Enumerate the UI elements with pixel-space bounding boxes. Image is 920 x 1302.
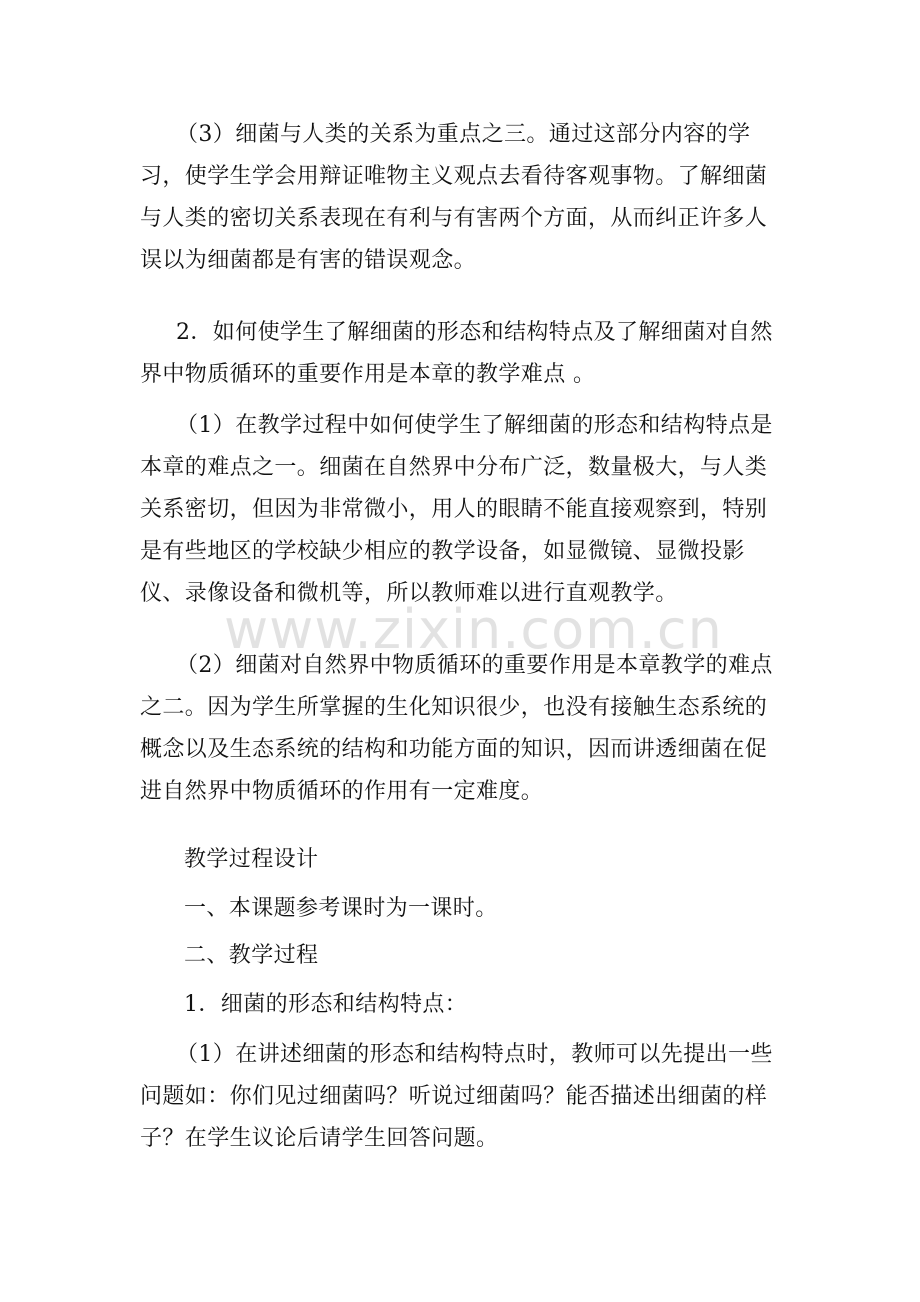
section-item-class-hours: 一、本课题参考课时为一课时。 [184, 896, 498, 921]
watermark: www.zixin.com.cn [224, 598, 723, 661]
paragraph-teaching-difficulty-intro: 2．如何使学生了解细菌的形态和结构特点及了解细菌对自然界中物质循环的重要作用是本章的教学难点 。 [140, 320, 773, 387]
section-item-teaching-process: 二、教学过程 [184, 943, 319, 968]
paragraph-teaching-questions: （1）在讲述细菌的形态和结构特点时，教师可以先提出一些问题如：你们见过细菌吗？听说过细菌吗？能否描述出细菌的样子？在学生议论后请学生回答问题。 [140, 1042, 773, 1151]
paragraph-relationship-with-humans: （3）细菌与人类的关系为重点之三。通过这部分内容的学习，使学生学会用辩证唯物主义观点去看待客观事物。了解细菌与人类的密切关系表现在有利与有害两个方面，从而纠正许多人误以为细菌都是有害的错误观念。 [140, 122, 768, 273]
paragraph-difficulty-two: （2）细菌对自然界中物质循环的重要作用是本章教学的难点之二。因为学生所掌握的生化知识很少，也没有接触生态系统的概念以及生态系统的结构和功能方面的知识，因而讲透细菌在促进自然界中物质循环的作用有一定难度。 [140, 653, 773, 804]
paragraph-difficulty-one: （1）在教学过程中如何使学生了解细菌的形态和结构特点是本章的难点之一。细菌在自然界中分布广泛，数量极大，与人类关系密切，但因为非常微小，用人的眼睛不能直接观察到，特别是有些地区的学校缺少相应的教学设备，如显微镜、显微投影仪、录像设备和微机等，所以教师难以进行直观教学。 [140, 413, 773, 606]
subsection-morphology-structure: 1．细菌的形态和结构特点： [184, 992, 468, 1017]
section-heading-process-design: 教学过程设计 [184, 847, 319, 872]
